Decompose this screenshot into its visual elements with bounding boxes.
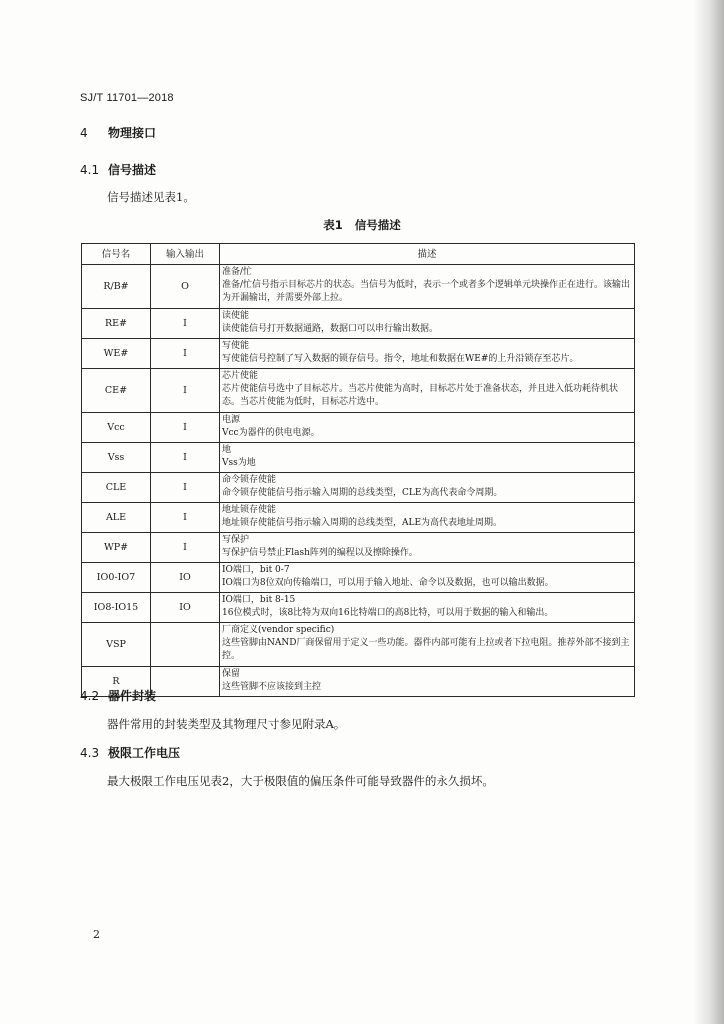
signal-name: R <box>82 667 151 697</box>
desc-text: 这些管脚由NAND厂商保留用于定义一些功能。器件内部可能有上拉或者下拉电阻。推荐外部不接到主控。 <box>222 638 630 661</box>
table-row <box>82 265 635 309</box>
desc-text: 16位模式时，该8比特为双向16比特端口的高8比特，可以用于数据的输入和输出。 <box>222 608 554 618</box>
section-4-1-heading <box>80 161 156 178</box>
desc-title: 写使能 <box>222 341 250 351</box>
signal-name: RE# <box>82 309 151 339</box>
table-row <box>82 339 635 369</box>
desc-text: Vcc为器件的供电电源。 <box>222 428 320 438</box>
table-row <box>82 563 635 593</box>
table-row <box>82 473 635 503</box>
section-4-2-text: 器件常用的封装类型及其物理尺寸参见附录A。 <box>107 717 346 731</box>
table-caption <box>0 217 724 233</box>
table-row <box>82 503 635 533</box>
desc-text: 命令锁存使能信号指示输入周期的总线类型，CLE为高代表命令周期。 <box>222 488 503 498</box>
desc-title: 地址锁存使能 <box>222 505 277 515</box>
table-row <box>82 309 635 339</box>
desc-title: 准备/忙 <box>222 267 253 277</box>
header-description: 描述 <box>220 244 635 265</box>
signal-io: I <box>151 533 220 563</box>
desc-text: 写使能信号控制了写入数据的锁存信号。指令，地址和数据在WE#的上升沿锁存至芯片。 <box>222 354 579 364</box>
table-row <box>82 593 635 623</box>
desc-text: IO端口为8位双向传输端口，可以用于输入地址、命令以及数据，也可以输出数据。 <box>222 578 554 588</box>
signal-io <box>151 623 220 667</box>
signal-io: O <box>151 265 220 309</box>
signal-description <box>220 413 635 443</box>
desc-text: 写保护信号禁止Flash阵列的编程以及擦除操作。 <box>222 548 418 558</box>
desc-text: 准备/忙信号指示目标芯片的状态。当信号为低时，表示一个或者多个逻辑单元块操作正在进行。该输出为开漏输出，并需要外部上拉。 <box>222 280 631 303</box>
page-edge-shadow <box>694 0 724 1024</box>
signal-name: IO8-IO15 <box>82 593 151 623</box>
table-row <box>82 533 635 563</box>
desc-text: 这些管脚不应该接到主控 <box>222 682 322 692</box>
desc-title: IO端口，bit 0-7 <box>222 565 290 575</box>
signal-io: IO <box>151 563 220 593</box>
table-row <box>82 623 635 667</box>
section-number: 4.1 <box>80 163 100 177</box>
signal-description <box>220 503 635 533</box>
signal-name: R/B# <box>82 265 151 309</box>
desc-title: 芯片使能 <box>222 371 259 381</box>
signal-io <box>151 667 220 697</box>
desc-title: 厂商定义(vendor specific) <box>222 625 335 635</box>
signal-name: CLE <box>82 473 151 503</box>
section-4-3-heading <box>80 744 180 761</box>
desc-text: Vss为地 <box>222 458 256 468</box>
signal-io: I <box>151 503 220 533</box>
desc-title: IO端口，bit 8-15 <box>222 595 296 605</box>
signal-table <box>81 243 635 697</box>
table-caption-number: 表1 <box>323 218 343 232</box>
signal-name: ALE <box>82 503 151 533</box>
signal-io: I <box>151 413 220 443</box>
signal-name: IO0-IO7 <box>82 563 151 593</box>
signal-io: I <box>151 339 220 369</box>
desc-text: 地址锁存使能信号指示输入周期的总线类型，ALE为高代表地址周期。 <box>222 518 503 528</box>
section-number: 4 <box>80 126 88 140</box>
signal-description <box>220 443 635 473</box>
desc-title: 读使能 <box>222 311 250 321</box>
desc-title: 保留 <box>222 669 241 679</box>
signal-description <box>220 265 635 309</box>
desc-title: 写保护 <box>222 535 250 545</box>
page-number: 2 <box>93 928 100 941</box>
signal-description <box>220 369 635 413</box>
signal-io: IO <box>151 593 220 623</box>
signal-io: I <box>151 369 220 413</box>
table-caption-title: 信号描述 <box>354 218 401 232</box>
signal-name: WE# <box>82 339 151 369</box>
signal-io: I <box>151 473 220 503</box>
signal-name: Vss <box>82 443 151 473</box>
table-row <box>82 369 635 413</box>
header-io: 输入输出 <box>151 244 220 265</box>
desc-text: 读使能信号打开数据通路，数据口可以串行输出数据。 <box>222 324 439 334</box>
section-title: 器件封装 <box>108 689 157 703</box>
table-header-row <box>82 244 635 265</box>
signal-description <box>220 339 635 369</box>
signal-name: WP# <box>82 533 151 563</box>
header-signal-name: 信号名 <box>82 244 151 265</box>
signal-name: CE# <box>82 369 151 413</box>
desc-title: 电源 <box>222 415 241 425</box>
section-4-1-text: 信号描述见表1。 <box>107 190 195 204</box>
desc-title: 命令锁存使能 <box>222 475 277 485</box>
desc-title: 地 <box>222 445 232 455</box>
signal-io: I <box>151 309 220 339</box>
signal-name: Vcc <box>82 413 151 443</box>
section-4-heading <box>80 124 156 141</box>
signal-description <box>220 533 635 563</box>
table-row <box>82 443 635 473</box>
section-title: 信号描述 <box>108 163 157 177</box>
signal-description <box>220 593 635 623</box>
signal-name: VSP <box>82 623 151 667</box>
document-code: SJ/T 11701—2018 <box>80 92 174 104</box>
signal-description <box>220 473 635 503</box>
signal-description <box>220 563 635 593</box>
table-row <box>82 413 635 443</box>
section-title: 极限工作电压 <box>108 746 181 760</box>
table-row <box>82 667 635 697</box>
signal-description <box>220 667 635 697</box>
signal-io: I <box>151 443 220 473</box>
section-4-3-text: 最大极限工作电压见表2，大于极限值的偏压条件可能导致器件的永久损坏。 <box>107 774 494 788</box>
signal-description <box>220 623 635 667</box>
signal-description <box>220 309 635 339</box>
section-4-2-heading <box>80 687 156 704</box>
section-title: 物理接口 <box>108 126 157 140</box>
section-number: 4.2 <box>80 689 100 703</box>
section-number: 4.3 <box>80 746 100 760</box>
desc-text: 芯片使能信号选中了目标芯片。当芯片使能为高时，目标芯片处于准备状态，并且进入低功耗待机状态。当芯片使能为低时，目标芯片选中。 <box>222 384 619 407</box>
